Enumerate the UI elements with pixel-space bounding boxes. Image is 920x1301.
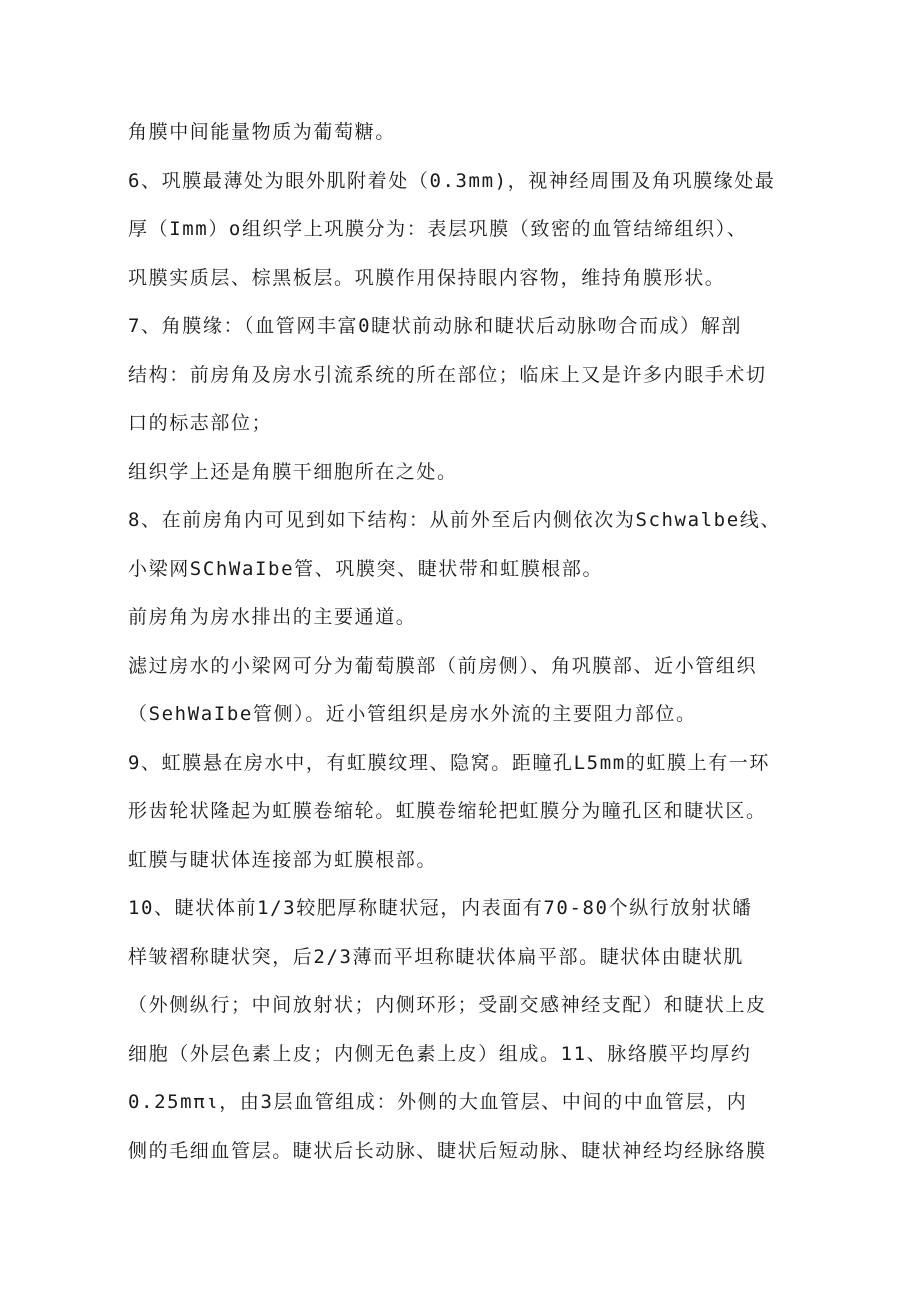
text-line: 细胞（外层色素上皮；内侧无色素上皮）组成。11、脉络膜平均厚约 bbox=[128, 1042, 752, 1065]
text-line: 巩膜实质层、棕黑板层。巩膜作用保持眼内容物，维持角膜形状。 bbox=[128, 266, 726, 289]
text-line: 形齿轮状隆起为虹膜卷缩轮。虹膜卷缩轮把虹膜分为瞳孔区和睫状区。 bbox=[128, 800, 767, 822]
text-line: 厚（Imm）o组织学上巩膜分为：表层巩膜（致密的血管结缔组织）、 bbox=[128, 218, 748, 240]
text-line: 10、睫状体前1/3较肥厚称睫状冠，内表面有70-80个纵行放射状皤 bbox=[128, 897, 753, 919]
text-line: 小梁网SChWaIbe管、巩膜突、睫状带和虹膜根部。 bbox=[128, 557, 604, 580]
text-line: 0.25mπι，由3层血管组成：外侧的大血管层、中间的中血管层，内 bbox=[128, 1091, 748, 1113]
text-line: 8、在前房角内可见到如下结构：从前外至后内侧依次为Schwalbe线、 bbox=[128, 509, 781, 531]
text-line: 9、虹膜悬在房水中，有虹膜纹理、隐窝。距瞳孔L5mm的虹膜上有一环 bbox=[128, 751, 770, 774]
text-line: （SehWaIbe管侧）。近小管组织是房水外流的主要阻力部位。 bbox=[128, 703, 697, 725]
text-line: 滤过房水的小梁网可分为葡萄膜部（前房侧）、角巩膜部、近小管组织 bbox=[128, 654, 758, 677]
text-line: 6、巩膜最薄处为眼外肌附着处（0.3mm)，视神经周围及角巩膜缘处最 bbox=[128, 169, 776, 192]
text-line: 结构：前房角及房水引流系统的所在部位；临床上又是许多内眼手术切 bbox=[128, 363, 767, 386]
text-line: （外侧纵行；中间放射状；内侧环形；受副交感神经支配）和睫状上皮 bbox=[128, 994, 767, 1016]
text-line: 口的标志部位； bbox=[128, 412, 273, 434]
document-body bbox=[128, 108, 808, 1175]
text-line: 前房角为房水排出的主要通道。 bbox=[128, 606, 417, 628]
text-line: 样皱褶称睫状突，后2/3薄而平坦称睫状体扁平部。睫状体由睫状肌 bbox=[128, 945, 744, 968]
text-line: 组织学上还是角膜干细胞所在之处。 bbox=[128, 460, 458, 483]
text-line: 角膜中间能量物质为葡萄糖。 bbox=[128, 121, 396, 143]
text-line: 侧的毛细血管层。睫状后长动脉、睫状后短动脉、睫状神经均经脉络膜 bbox=[128, 1139, 767, 1162]
text-line: 7、角膜缘：（血管网丰富0睫状前动脉和睫状后动脉吻合而成）解剖 bbox=[128, 315, 742, 337]
text-line: 虹膜与睫状体连接部为虹膜根部。 bbox=[128, 848, 438, 871]
